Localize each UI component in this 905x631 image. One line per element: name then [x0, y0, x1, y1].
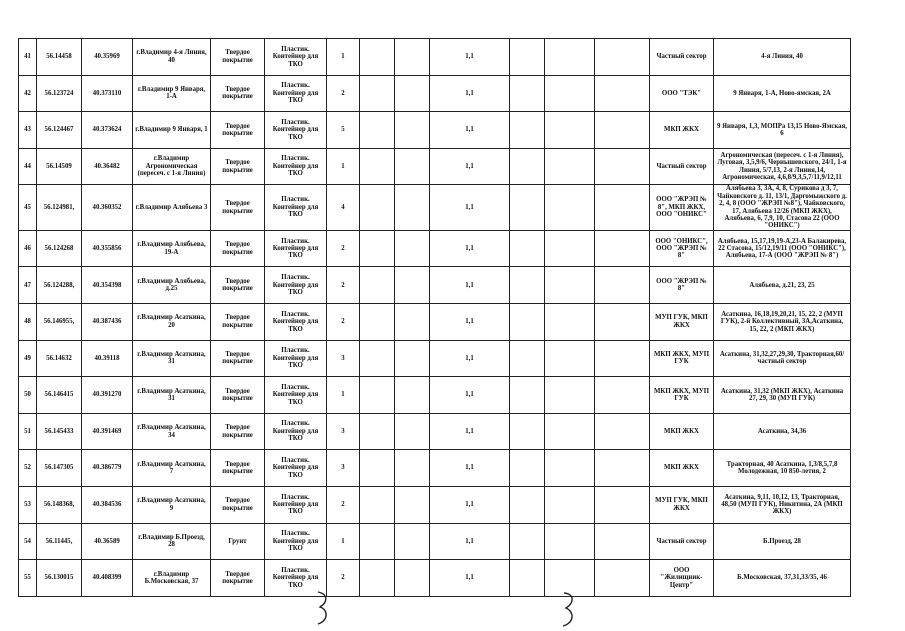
empty-cell [360, 340, 395, 377]
served-addresses-cell: Б.Проезд, 28 [714, 523, 851, 560]
container-type-cell: Пластик. Контейнер для ТКО [265, 39, 327, 76]
row-number: 45 [19, 185, 37, 230]
volume-cell: 1,1 [430, 39, 510, 76]
register-table [18, 38, 851, 597]
volume-cell: 1,1 [430, 230, 510, 267]
scan-bracket-mark-left [314, 588, 334, 628]
empty-cell [510, 148, 545, 185]
surface-cell: Твердое покрытие [211, 560, 265, 597]
empty-cell [595, 39, 650, 76]
container-type-cell: Пластик. Контейнер для ТКО [265, 148, 327, 185]
table-row [19, 112, 851, 149]
latitude-cell: 56.148368, [37, 486, 82, 523]
row-number: 48 [19, 304, 37, 341]
empty-cell [545, 267, 595, 304]
longitude-cell: 40.360352 [82, 185, 133, 230]
address-cell: г.Владимир Алябьева, д.25 [133, 267, 211, 304]
surface-cell: Твердое покрытие [211, 304, 265, 341]
empty-cell [395, 185, 430, 230]
empty-cell [360, 523, 395, 560]
owner-cell: МУП ГУК, МКП ЖКХ [650, 486, 714, 523]
empty-cell [395, 75, 430, 112]
empty-cell [545, 148, 595, 185]
row-number: 42 [19, 75, 37, 112]
latitude-cell: 56.146955, [37, 304, 82, 341]
scan-bracket-mark-right [559, 588, 581, 630]
empty-cell [595, 413, 650, 450]
latitude-cell: 56.124981, [37, 185, 82, 230]
empty-cell [595, 230, 650, 267]
volume-cell: 1,1 [430, 75, 510, 112]
table-body [19, 39, 851, 597]
row-number: 53 [19, 486, 37, 523]
empty-cell [360, 560, 395, 597]
empty-cell [395, 523, 430, 560]
volume-cell: 1,1 [430, 304, 510, 341]
latitude-cell: 56.124288, [37, 267, 82, 304]
latitude-cell: 56.124268 [37, 230, 82, 267]
empty-cell [360, 112, 395, 149]
owner-cell: ООО "ТЭК" [650, 75, 714, 112]
empty-cell [545, 185, 595, 230]
empty-cell [545, 523, 595, 560]
served-addresses-cell: 9 Января, 1,3, МОПРа 13,15 Ново-Ямская, 6 [714, 112, 851, 149]
table-row [19, 304, 851, 341]
container-type-cell: Пластик. Контейнер для ТКО [265, 377, 327, 414]
empty-cell [395, 450, 430, 487]
address-cell: г.Владимир Асаткина, 7 [133, 450, 211, 487]
empty-cell [360, 148, 395, 185]
served-addresses-cell: Асаткина, 31,32 (МКП ЖКХ), Асаткина 27, 29, 30 (МУП ГУК) [714, 377, 851, 414]
empty-cell [595, 112, 650, 149]
latitude-cell: 56.14509 [37, 148, 82, 185]
container-count-cell: 2 [327, 267, 360, 304]
row-number: 41 [19, 39, 37, 76]
latitude-cell: 56.145433 [37, 413, 82, 450]
row-number: 52 [19, 450, 37, 487]
empty-cell [545, 377, 595, 414]
longitude-cell: 40.391469 [82, 413, 133, 450]
owner-cell: Частный сектор [650, 148, 714, 185]
empty-cell [595, 75, 650, 112]
empty-cell [360, 267, 395, 304]
table-row [19, 230, 851, 267]
empty-cell [545, 304, 595, 341]
table-row [19, 450, 851, 487]
empty-cell [360, 230, 395, 267]
empty-cell [510, 267, 545, 304]
empty-cell [510, 39, 545, 76]
address-cell: г.Владимир 9 Января, 1 [133, 112, 211, 149]
container-count-cell: 2 [327, 304, 360, 341]
empty-cell [360, 413, 395, 450]
latitude-cell: 56.123724 [37, 75, 82, 112]
container-count-cell: 2 [327, 75, 360, 112]
served-addresses-cell: Тракторная, 40 Асаткина, 1,3/8,5,7,8 Молодежная, 10 850-летия, 2 [714, 450, 851, 487]
container-type-cell: Пластик. Контейнер для ТКО [265, 304, 327, 341]
empty-cell [360, 450, 395, 487]
surface-cell: Твердое покрытие [211, 450, 265, 487]
container-type-cell: Пластик. Контейнер для ТКО [265, 340, 327, 377]
surface-cell: Грунт [211, 523, 265, 560]
empty-cell [510, 450, 545, 487]
empty-cell [545, 230, 595, 267]
empty-cell [510, 486, 545, 523]
longitude-cell: 40.384536 [82, 486, 133, 523]
table-row [19, 185, 851, 230]
served-addresses-cell: 4-я Линия, 40 [714, 39, 851, 76]
container-count-cell: 1 [327, 148, 360, 185]
surface-cell: Твердое покрытие [211, 340, 265, 377]
served-addresses-cell: Б.Московская, 37,31,33/35, 46 [714, 560, 851, 597]
container-count-cell: 2 [327, 230, 360, 267]
address-cell: г.Владимир Б.Московская, 37 [133, 560, 211, 597]
latitude-cell: 56.11445, [37, 523, 82, 560]
container-count-cell: 3 [327, 340, 360, 377]
owner-cell: ООО "ЖРЭП № 8", МКП ЖКХ, ООО "ОНИКС" [650, 185, 714, 230]
row-number: 43 [19, 112, 37, 149]
owner-cell: МКП ЖКХ [650, 413, 714, 450]
address-cell: г.Владимир Асаткина, 31 [133, 340, 211, 377]
empty-cell [510, 304, 545, 341]
empty-cell [395, 230, 430, 267]
address-cell: г.Владимир Асаткина, 20 [133, 304, 211, 341]
empty-cell [545, 39, 595, 76]
container-count-cell: 2 [327, 560, 360, 597]
longitude-cell: 40.36589 [82, 523, 133, 560]
served-addresses-cell: Алябьева, д.21, 23, 25 [714, 267, 851, 304]
container-type-cell: Пластик. Контейнер для ТКО [265, 267, 327, 304]
served-addresses-cell: Асаткина, 34,36 [714, 413, 851, 450]
longitude-cell: 40.387436 [82, 304, 133, 341]
container-count-cell: 1 [327, 377, 360, 414]
empty-cell [395, 560, 430, 597]
container-type-cell: Пластик. Контейнер для ТКО [265, 450, 327, 487]
address-cell: г.Владимир Асаткина, 34 [133, 413, 211, 450]
volume-cell: 1,1 [430, 413, 510, 450]
address-cell: г.Владимир 4-я Линия, 40 [133, 39, 211, 76]
table-row [19, 267, 851, 304]
latitude-cell: 56.124467 [37, 112, 82, 149]
empty-cell [595, 560, 650, 597]
longitude-cell: 40.373110 [82, 75, 133, 112]
empty-cell [395, 39, 430, 76]
longitude-cell: 40.39118 [82, 340, 133, 377]
empty-cell [395, 148, 430, 185]
empty-cell [395, 377, 430, 414]
longitude-cell: 40.35969 [82, 39, 133, 76]
container-count-cell: 3 [327, 450, 360, 487]
row-number: 49 [19, 340, 37, 377]
owner-cell: ООО "Жилищник-Центр" [650, 560, 714, 597]
container-count-cell: 2 [327, 486, 360, 523]
empty-cell [510, 340, 545, 377]
container-count-cell: 4 [327, 185, 360, 230]
table-row [19, 560, 851, 597]
longitude-cell: 40.36482 [82, 148, 133, 185]
empty-cell [360, 39, 395, 76]
served-addresses-cell: Алябьева, 15,17,19,19-А,23-А Балакирева, 22 Стасова, 15/12,19/11 (ООО "ОНИКС"), Алябьева, 17-А (ООО "ЖРЭП № 8") [714, 230, 851, 267]
table-row [19, 523, 851, 560]
surface-cell: Твердое покрытие [211, 413, 265, 450]
container-type-cell: Пластик. Контейнер для ТКО [265, 185, 327, 230]
served-addresses-cell: Асаткина, 9,11, 10,12, 13, Тракторная, 48,50 (МУП ГУК), Никитина, 2А (МКП ЖКХ) [714, 486, 851, 523]
empty-cell [545, 413, 595, 450]
volume-cell: 1,1 [430, 560, 510, 597]
empty-cell [510, 413, 545, 450]
empty-cell [595, 450, 650, 487]
empty-cell [510, 377, 545, 414]
empty-cell [510, 230, 545, 267]
empty-cell [360, 75, 395, 112]
latitude-cell: 56.130015 [37, 560, 82, 597]
row-number: 46 [19, 230, 37, 267]
empty-cell [545, 340, 595, 377]
surface-cell: Твердое покрытие [211, 267, 265, 304]
empty-cell [360, 185, 395, 230]
table-row [19, 340, 851, 377]
latitude-cell: 56.14632 [37, 340, 82, 377]
table-row [19, 486, 851, 523]
empty-cell [595, 267, 650, 304]
container-type-cell: Пластик. Контейнер для ТКО [265, 75, 327, 112]
volume-cell: 1,1 [430, 523, 510, 560]
table-row [19, 39, 851, 76]
row-number: 55 [19, 560, 37, 597]
empty-cell [395, 112, 430, 149]
empty-cell [595, 486, 650, 523]
longitude-cell: 40.386779 [82, 450, 133, 487]
address-cell: г.Владимир Асаткина, 9 [133, 486, 211, 523]
empty-cell [545, 486, 595, 523]
owner-cell: Частный сектор [650, 39, 714, 76]
owner-cell: ООО "ОНИКС", ООО "ЖРЭП № 8" [650, 230, 714, 267]
empty-cell [510, 560, 545, 597]
container-count-cell: 3 [327, 413, 360, 450]
empty-cell [360, 486, 395, 523]
owner-cell: МКП ЖКХ, МУП ГУК [650, 377, 714, 414]
empty-cell [595, 185, 650, 230]
container-count-cell: 1 [327, 39, 360, 76]
latitude-cell: 56.146415 [37, 377, 82, 414]
empty-cell [545, 112, 595, 149]
empty-cell [510, 75, 545, 112]
empty-cell [545, 450, 595, 487]
served-addresses-cell: Асаткина, 16,18,19,20,21, 15, 22, 2 (МУП ГУК), 2-й Коллективный, 3А,Асаткина, 15, 22, 2 (МКП ЖКХ) [714, 304, 851, 341]
empty-cell [510, 112, 545, 149]
empty-cell [595, 304, 650, 341]
container-type-cell: Пластик. Контейнер для ТКО [265, 413, 327, 450]
row-number: 51 [19, 413, 37, 450]
table-row [19, 377, 851, 414]
address-cell: г.Владимир Б.Проезд, 28 [133, 523, 211, 560]
longitude-cell: 40.408399 [82, 560, 133, 597]
row-number: 54 [19, 523, 37, 560]
address-cell: г.Владимир Асаткина, 31 [133, 377, 211, 414]
longitude-cell: 40.354398 [82, 267, 133, 304]
empty-cell [360, 304, 395, 341]
surface-cell: Твердое покрытие [211, 148, 265, 185]
surface-cell: Твердое покрытие [211, 39, 265, 76]
empty-cell [395, 340, 430, 377]
empty-cell [545, 75, 595, 112]
volume-cell: 1,1 [430, 340, 510, 377]
empty-cell [360, 377, 395, 414]
served-addresses-cell: 9 Января, 1-А, Ново-ямская, 2А [714, 75, 851, 112]
table-row [19, 75, 851, 112]
empty-cell [395, 486, 430, 523]
address-cell: г.Владимир Агрономическая (пересеч. с 1-я Линия) [133, 148, 211, 185]
owner-cell: МУП ГУК, МКП ЖКХ [650, 304, 714, 341]
address-cell: г.Владимир Алябьева 3 [133, 185, 211, 230]
volume-cell: 1,1 [430, 148, 510, 185]
container-type-cell: Пластик. Контейнер для ТКО [265, 112, 327, 149]
empty-cell [595, 377, 650, 414]
address-cell: г.Владимир 9 Января, 1-А [133, 75, 211, 112]
table-row [19, 413, 851, 450]
empty-cell [510, 185, 545, 230]
latitude-cell: 56.147305 [37, 450, 82, 487]
owner-cell: Частный сектор [650, 523, 714, 560]
volume-cell: 1,1 [430, 377, 510, 414]
surface-cell: Твердое покрытие [211, 377, 265, 414]
surface-cell: Твердое покрытие [211, 75, 265, 112]
empty-cell [595, 523, 650, 560]
empty-cell [595, 148, 650, 185]
row-number: 44 [19, 148, 37, 185]
container-type-cell: Пластик. Контейнер для ТКО [265, 523, 327, 560]
owner-cell: МКП ЖКХ, МУП ГУК [650, 340, 714, 377]
owner-cell: МКП ЖКХ [650, 112, 714, 149]
surface-cell: Твердое покрытие [211, 230, 265, 267]
surface-cell: Твердое покрытие [211, 185, 265, 230]
row-number: 50 [19, 377, 37, 414]
container-type-cell: Пластик. Контейнер для ТКО [265, 486, 327, 523]
empty-cell [595, 340, 650, 377]
owner-cell: МКП ЖКХ [650, 450, 714, 487]
surface-cell: Твердое покрытие [211, 486, 265, 523]
longitude-cell: 40.391270 [82, 377, 133, 414]
table-row [19, 148, 851, 185]
container-count-cell: 1 [327, 523, 360, 560]
container-type-cell: Пластик. Контейнер для ТКО [265, 560, 327, 597]
surface-cell: Твердое покрытие [211, 112, 265, 149]
volume-cell: 1,1 [430, 486, 510, 523]
empty-cell [395, 304, 430, 341]
served-addresses-cell: Алябьева 3, 3А, 4, 8, Сурикова д 3, 7, Чайковского д. 11, 13/1, Даргомыжского д. 2, 4, 8 (ООО "ЖРЭП №8"), Чайковского, 17, Алябьева 12/26 (МКП ЖКХ), Алябьева, 6, 7,9, 10, Стасова 22 (ООО "ОНИКС") [714, 185, 851, 230]
served-addresses-cell: Агрономическая (пересеч. с 1-я Линия), Луговая, 3,5,9/6, Чернышевского, 24/1, 1-я Линия, 5/7,13, 2-я Линия,14, Агрономическая, 4,6,8/9,3,5,7/11,9/12,11 [714, 148, 851, 185]
longitude-cell: 40.355856 [82, 230, 133, 267]
container-type-cell: Пластик. Контейнер для ТКО [265, 230, 327, 267]
latitude-cell: 56.14458 [37, 39, 82, 76]
longitude-cell: 40.373624 [82, 112, 133, 149]
owner-cell: ООО "ЖРЭП № 8" [650, 267, 714, 304]
container-count-cell: 5 [327, 112, 360, 149]
volume-cell: 1,1 [430, 185, 510, 230]
address-cell: г.Владимир Алябьева, 19-А [133, 230, 211, 267]
empty-cell [395, 413, 430, 450]
served-addresses-cell: Асаткина, 31,32,27,29,30, Тракторная,60/ частный сектор [714, 340, 851, 377]
row-number: 47 [19, 267, 37, 304]
empty-cell [395, 267, 430, 304]
volume-cell: 1,1 [430, 450, 510, 487]
volume-cell: 1,1 [430, 112, 510, 149]
volume-cell: 1,1 [430, 267, 510, 304]
empty-cell [510, 523, 545, 560]
